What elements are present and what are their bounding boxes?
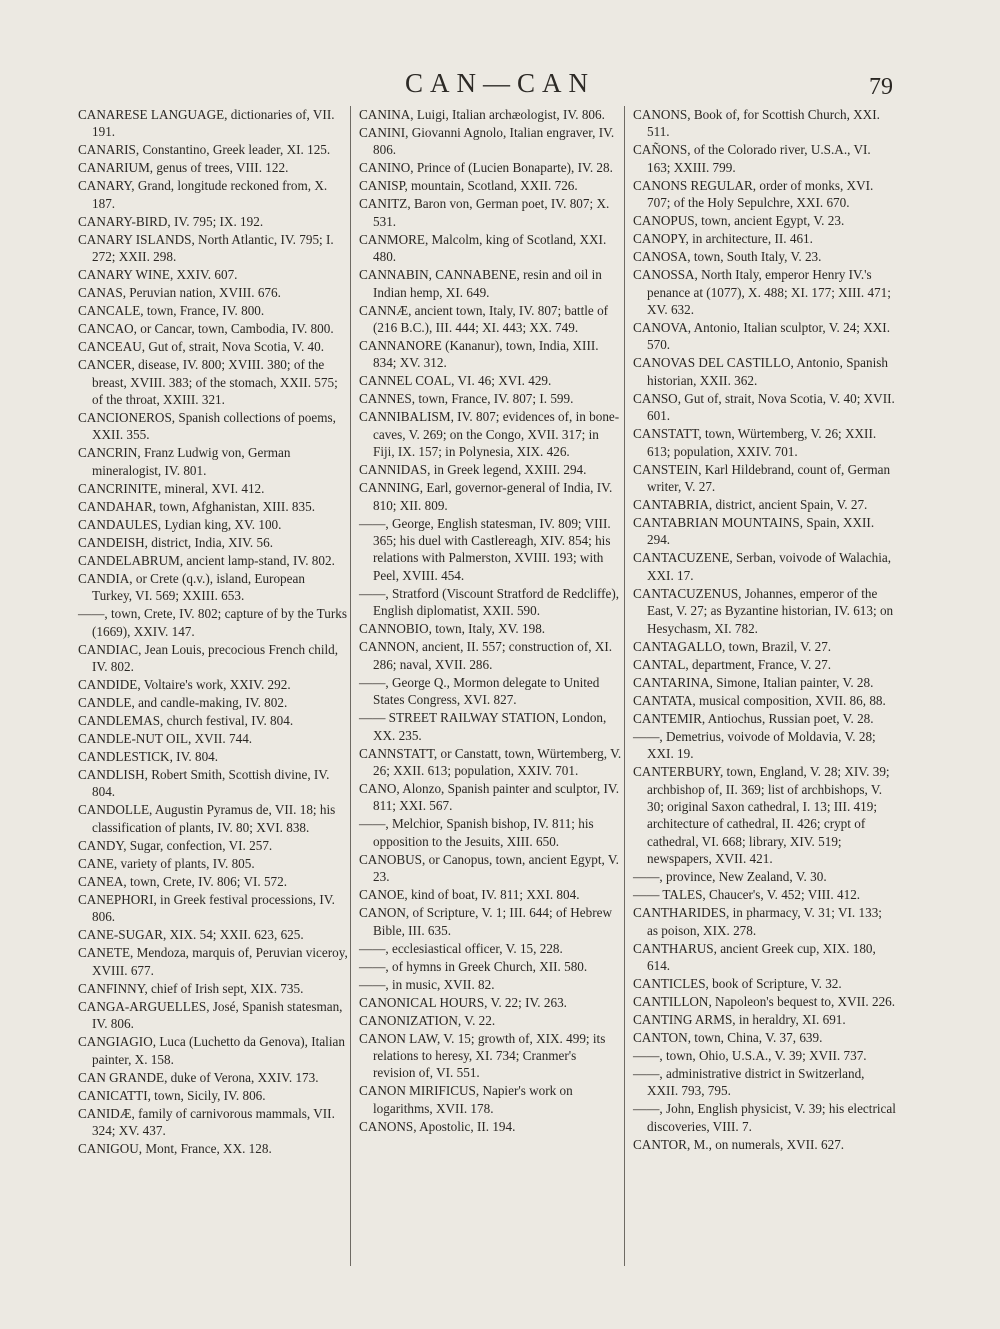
index-entry: CANARY-BIRD, IV. 795; IX. 192. bbox=[78, 213, 264, 229]
index-entry: CANINA, Luigi, Italian archæologist, IV. 806. bbox=[359, 107, 605, 122]
index-entry: CANE-SUGAR, XIX. 54; XXII. 623, 625. bbox=[78, 927, 304, 943]
index-entry: CANTACUZENUS, Johannes, emperor of the East, V. 27; as Byzantine historian, IV. 613; on Hesychasm, XI. 782. bbox=[633, 585, 894, 636]
index-entry: CANTATA, musical composition, XVII. 86, 88. bbox=[633, 692, 886, 708]
index-entry: CANTHARUS, ancient Greek cup, XIX. 180, 614. bbox=[633, 940, 876, 973]
index-entry: CANOBUS, or Canopus, town, ancient Egypt, V. 23. bbox=[359, 851, 619, 885]
index-entry: —— TALES, Chaucer's, V. 452; VIII. 412. bbox=[633, 887, 861, 903]
index-entry: CANNÆ, ancient town, Italy, IV. 807; battle of (216 B.C.), III. 444; XI. 443; XX. 749. bbox=[359, 302, 609, 336]
index-entry: CANSO, Gut of, strait, Nova Scotia, V. 40; XVII. 601. bbox=[633, 390, 895, 424]
index-entry: ——, of hymns in Greek Church, XII. 580. bbox=[359, 958, 588, 974]
index-columns bbox=[76, 106, 898, 1266]
index-entry: CANNANORE (Kananur), town, India, XIII. 834; XV. 312. bbox=[359, 338, 599, 371]
index-entry: CANNOBIO, town, Italy, XV. 198. bbox=[359, 621, 546, 637]
index-entry: CANTABRIAN MOUNTAINS, Spain, XXII. 294. bbox=[633, 515, 875, 548]
index-entry: ——, ecclesiastical officer, V. 15, 228. bbox=[359, 940, 563, 956]
index-entry: CANCIONEROS, Spanish collections of poems, XXII. 355. bbox=[78, 410, 336, 443]
index-entry: CANON LAW, V. 15; growth of, XIX. 499; its relations to heresy, XI. 734; Cranmer's revision of, VI. 551. bbox=[359, 1030, 606, 1081]
column-3 bbox=[624, 106, 898, 1266]
index-entry: CANDLEMAS, church festival, IV. 804. bbox=[78, 713, 294, 729]
page-header bbox=[0, 66, 1000, 106]
index-entry: ——, province, New Zealand, V. 30. bbox=[633, 869, 827, 885]
index-entry: CANON, of Scripture, V. 1; III. 644; of Hebrew Bible, III. 635. bbox=[359, 905, 612, 938]
index-entry: CANTARINA, Simone, Italian painter, V. 28. bbox=[633, 674, 874, 690]
index-entry: CANDLISH, Robert Smith, Scottish divine, IV. 804. bbox=[78, 767, 330, 800]
index-entry: ——, John, English physicist, V. 39; his electrical discoveries, VIII. 7. bbox=[633, 1101, 896, 1134]
index-entry: CANEA, town, Crete, IV. 806; VI. 572. bbox=[78, 873, 288, 889]
index-entry: CANARY, Grand, longitude reckoned from, X. 187. bbox=[78, 178, 328, 211]
index-entry: CANTAL, department, France, V. 27. bbox=[633, 656, 832, 672]
index-entry: CANDIA, or Crete (q.v.), island, European Turkey, VI. 569; XXIII. 653. bbox=[78, 570, 305, 604]
index-entry: CANSTEIN, Karl Hildebrand, count of, German writer, V. 27. bbox=[633, 461, 891, 495]
index-entry: CANGIAGIO, Luca (Luchetto da Genova), Italian painter, X. 158. bbox=[78, 1034, 345, 1067]
index-entry: CANDELABRUM, ancient lamp-stand, IV. 802. bbox=[78, 552, 335, 568]
index-entry: CANDAULES, Lydian king, XV. 100. bbox=[78, 516, 282, 532]
index-entry: ——, town, Crete, IV. 802; capture of by the Turks (1669), XXIV. 147. bbox=[78, 606, 347, 639]
index-entry: CANGA-ARGUELLES, José, Spanish statesman, IV. 806. bbox=[78, 998, 343, 1032]
index-entry: ——, Demetrius, voivode of Moldavia, V. 28; XXI. 19. bbox=[633, 728, 876, 762]
index-entry: CANISP, mountain, Scotland, XXII. 726. bbox=[359, 178, 578, 194]
index-entry: CANTON, town, China, V. 37, 639. bbox=[633, 1029, 823, 1045]
index-entry: CANOVAS DEL CASTILLO, Antonio, Spanish historian, XXII. 362. bbox=[633, 355, 888, 388]
index-entry: CANCEAU, Gut of, strait, Nova Scotia, V. 40. bbox=[78, 339, 325, 355]
index-entry: CANO, Alonzo, Spanish painter and sculptor, IV. 811; XXI. 567. bbox=[359, 780, 620, 814]
index-entry: ——, George, English statesman, IV. 809; VIII. 365; his duel with Castlereagh, XIV. 854; his relations with Palmerston, XVIII. 193; with Peel, XVIII. 454. bbox=[359, 515, 611, 583]
index-entry: CANTICLES, book of Scripture, V. 32. bbox=[633, 975, 842, 991]
running-head: CAN—CAN bbox=[404, 68, 595, 98]
index-entry: CANCER, disease, IV. 800; XVIII. 380; of the breast, XVIII. 383; of the stomach, XXII. 575; of the throat, XXIII. 321. bbox=[78, 357, 338, 408]
index-entry: CANTING ARMS, in heraldry, XI. 691. bbox=[633, 1011, 846, 1027]
index-entry: CANAS, Peruvian nation, XVIII. 676. bbox=[78, 285, 281, 301]
index-entry: CANIDÆ, family of carnivorous mammals, VII. 324; XV. 437. bbox=[78, 1105, 335, 1138]
index-entry: ——, George Q., Mormon delegate to United States Congress, XVI. 827. bbox=[359, 674, 600, 708]
index-entry: CANARIS, Constantino, Greek leader, XI. 125. bbox=[78, 142, 331, 158]
index-entry: CANCRIN, Franz Ludwig von, German mineralogist, IV. 801. bbox=[78, 445, 291, 478]
index-entry: CANSTATT, town, Würtemberg, V. 26; XXII. 613; population, XXIV. 701. bbox=[633, 426, 877, 459]
index-entry: CANDIAC, Jean Louis, precocious French child, IV. 802. bbox=[78, 641, 339, 675]
index-entry: CANARIUM, genus of trees, VIII. 122. bbox=[78, 160, 289, 176]
index-entry: ——, administrative district in Switzerland, XXII. 793, 795. bbox=[633, 1065, 865, 1099]
index-entry: CANOPY, in architecture, II. 461. bbox=[633, 231, 813, 247]
index-entry: CANCAO, or Cancar, town, Cambodia, IV. 800. bbox=[78, 321, 334, 337]
index-entry: CANIGOU, Mont, France, XX. 128. bbox=[78, 1140, 272, 1156]
index-entry: CANINI, Giovanni Agnolo, Italian engraver, IV. 806. bbox=[359, 125, 615, 158]
column-2 bbox=[350, 106, 624, 1266]
index-entry: CANONS REGULAR, order of monks, XVI. 707; of the Holy Sepulchre, XXI. 670. bbox=[633, 177, 874, 211]
index-entry: CANITZ, Baron von, German poet, IV. 807; X. 531. bbox=[359, 196, 610, 229]
index-entry: CANONS, Apostolic, II. 194. bbox=[359, 1118, 516, 1134]
index-entry: CANMORE, Malcolm, king of Scotland, XXI. 480. bbox=[359, 231, 607, 265]
index-entry: CANDIDE, Voltaire's work, XXIV. 292. bbox=[78, 677, 291, 693]
index-entry: CANDLESTICK, IV. 804. bbox=[78, 749, 219, 765]
index-entry: CANOPUS, town, ancient Egypt, V. 23. bbox=[633, 213, 845, 229]
index-entry: CANE, variety of plants, IV. 805. bbox=[78, 855, 255, 871]
index-entry: —— STREET RAILWAY STATION, London, XX. 235. bbox=[359, 710, 607, 743]
index-entry: ——, in music, XVII. 82. bbox=[359, 976, 495, 992]
index-entry: CANTILLON, Napoleon's bequest to, XVII. 226. bbox=[633, 993, 896, 1009]
index-entry: CANNES, town, France, IV. 807; I. 599. bbox=[359, 391, 574, 407]
index-entry: CANOVA, Antonio, Italian sculptor, V. 24; XXI. 570. bbox=[633, 320, 890, 353]
index-entry: CANTABRIA, district, ancient Spain, V. 27. bbox=[633, 497, 868, 513]
index-entry: CANINO, Prince of (Lucien Bonaparte), IV. 28. bbox=[359, 160, 613, 176]
index-entry: CANNABIN, CANNABENE, resin and oil in Indian hemp, XI. 649. bbox=[359, 267, 602, 300]
index-entry: ——, Melchior, Spanish bishop, IV. 811; his opposition to the Jesuits, XIII. 650. bbox=[359, 816, 594, 849]
index-entry: CANOSA, town, South Italy, V. 23. bbox=[633, 249, 822, 265]
index-entry: CANNON, ancient, II. 557; construction of, XI. 286; naval, XVII. 286. bbox=[359, 639, 613, 672]
index-entry: CANDLE, and candle-making, IV. 802. bbox=[78, 695, 288, 711]
index-entry: CANDLE-NUT OIL, XVII. 744. bbox=[78, 731, 253, 747]
index-entry: CANARESE LANGUAGE, dictionaries of, VII. 191. bbox=[78, 107, 335, 140]
index-entry: CAÑONS, of the Colorado river, U.S.A., VI. 163; XXIII. 799. bbox=[633, 142, 871, 175]
index-entry: CANOSSA, North Italy, emperor Henry IV.'s penance at (1077), X. 488; XI. 177; XIII. 471; XV. 632. bbox=[633, 267, 891, 318]
index-entry: ——, Stratford (Viscount Stratford de Redcliffe), English diplomatist, XXII. 590. bbox=[359, 585, 620, 619]
index-entry: CANTEMIR, Antiochus, Russian poet, V. 28. bbox=[633, 710, 874, 726]
index-entry: CANETE, Mendoza, marquis of, Peruvian viceroy, XVIII. 677. bbox=[78, 945, 348, 978]
index-entry: CANTAGALLO, town, Brazil, V. 27. bbox=[633, 638, 832, 654]
index-entry: CANNIBALISM, IV. 807; evidences of, in bone-caves, V. 269; on the Congo, XVII. 317; in Fiji, IX. 157; in Polynesia, XIX. 426. bbox=[359, 409, 620, 460]
index-entry: CANTOR, M., on numerals, XVII. 627. bbox=[633, 1136, 845, 1152]
index-entry: CANOE, kind of boat, IV. 811; XXI. 804. bbox=[359, 887, 580, 903]
page-number: 79 bbox=[869, 74, 893, 100]
index-entry: CANON MIRIFICUS, Napier's work on logarithms, XVII. 178. bbox=[359, 1083, 573, 1116]
index-entry: ——, town, Ohio, U.S.A., V. 39; XVII. 737. bbox=[633, 1047, 867, 1063]
index-entry: CAN GRANDE, duke of Verona, XXIV. 173. bbox=[78, 1069, 319, 1085]
index-entry: CANEPHORI, in Greek festival processions, IV. 806. bbox=[78, 891, 335, 925]
index-entry: CANONICAL HOURS, V. 22; IV. 263. bbox=[359, 994, 567, 1010]
index-entry: CANCALE, town, France, IV. 800. bbox=[78, 303, 265, 319]
index-entry: CANARY WINE, XXIV. 607. bbox=[78, 267, 238, 283]
index-entry: CANTACUZENE, Serban, voivode of Walachia, XXI. 17. bbox=[633, 550, 892, 583]
index-entry: CANTERBURY, town, England, V. 28; XIV. 39; archbishop of, II. 369; list of archbishops, V. 30; original Saxon cathedral, I. 13; III. 419; architecture of cathedral, II. 426; crypt of cathedral, VI. 668; library, XIV. 519; newspapers, XVII. 421. bbox=[633, 764, 890, 867]
index-entry: CANNEL COAL, VI. 46; XVI. 429. bbox=[359, 373, 552, 389]
index-entry: CANTHARIDES, in pharmacy, V. 31; VI. 133; as poison, XIX. 278. bbox=[633, 905, 882, 938]
index-entry: CANDAHAR, town, Afghanistan, XIII. 835. bbox=[78, 498, 315, 514]
index-entry: CANNIDAS, in Greek legend, XXIII. 294. bbox=[359, 462, 587, 478]
index-entry: CANDEISH, district, India, XIV. 56. bbox=[78, 534, 273, 550]
index-entry: CANONIZATION, V. 22. bbox=[359, 1012, 496, 1028]
index-entry: CANNING, Earl, governor-general of India, IV. 810; XII. 809. bbox=[359, 480, 613, 513]
index-entry: CANARY ISLANDS, North Atlantic, IV. 795; I. 272; XXII. 298. bbox=[78, 231, 334, 265]
index-entry: CANDY, Sugar, confection, VI. 257. bbox=[78, 837, 273, 853]
index-entry: CANNSTATT, or Canstatt, town, Würtemberg, V. 26; XXII. 613; population, XXIV. 701. bbox=[359, 745, 622, 778]
index-entry: CANICATTI, town, Sicily, IV. 806. bbox=[78, 1087, 266, 1103]
column-1 bbox=[76, 106, 350, 1266]
index-entry: CANONS, Book of, for Scottish Church, XXI. 511. bbox=[633, 107, 880, 140]
index-entry: CANCRINITE, mineral, XVI. 412. bbox=[78, 480, 265, 496]
index-entry: CANDOLLE, Augustin Pyramus de, VII. 18; his classification of plants, IV. 80; XVI. 838. bbox=[78, 802, 336, 835]
index-entry: CANFINNY, chief of Irish sept, XIX. 735. bbox=[78, 980, 304, 996]
